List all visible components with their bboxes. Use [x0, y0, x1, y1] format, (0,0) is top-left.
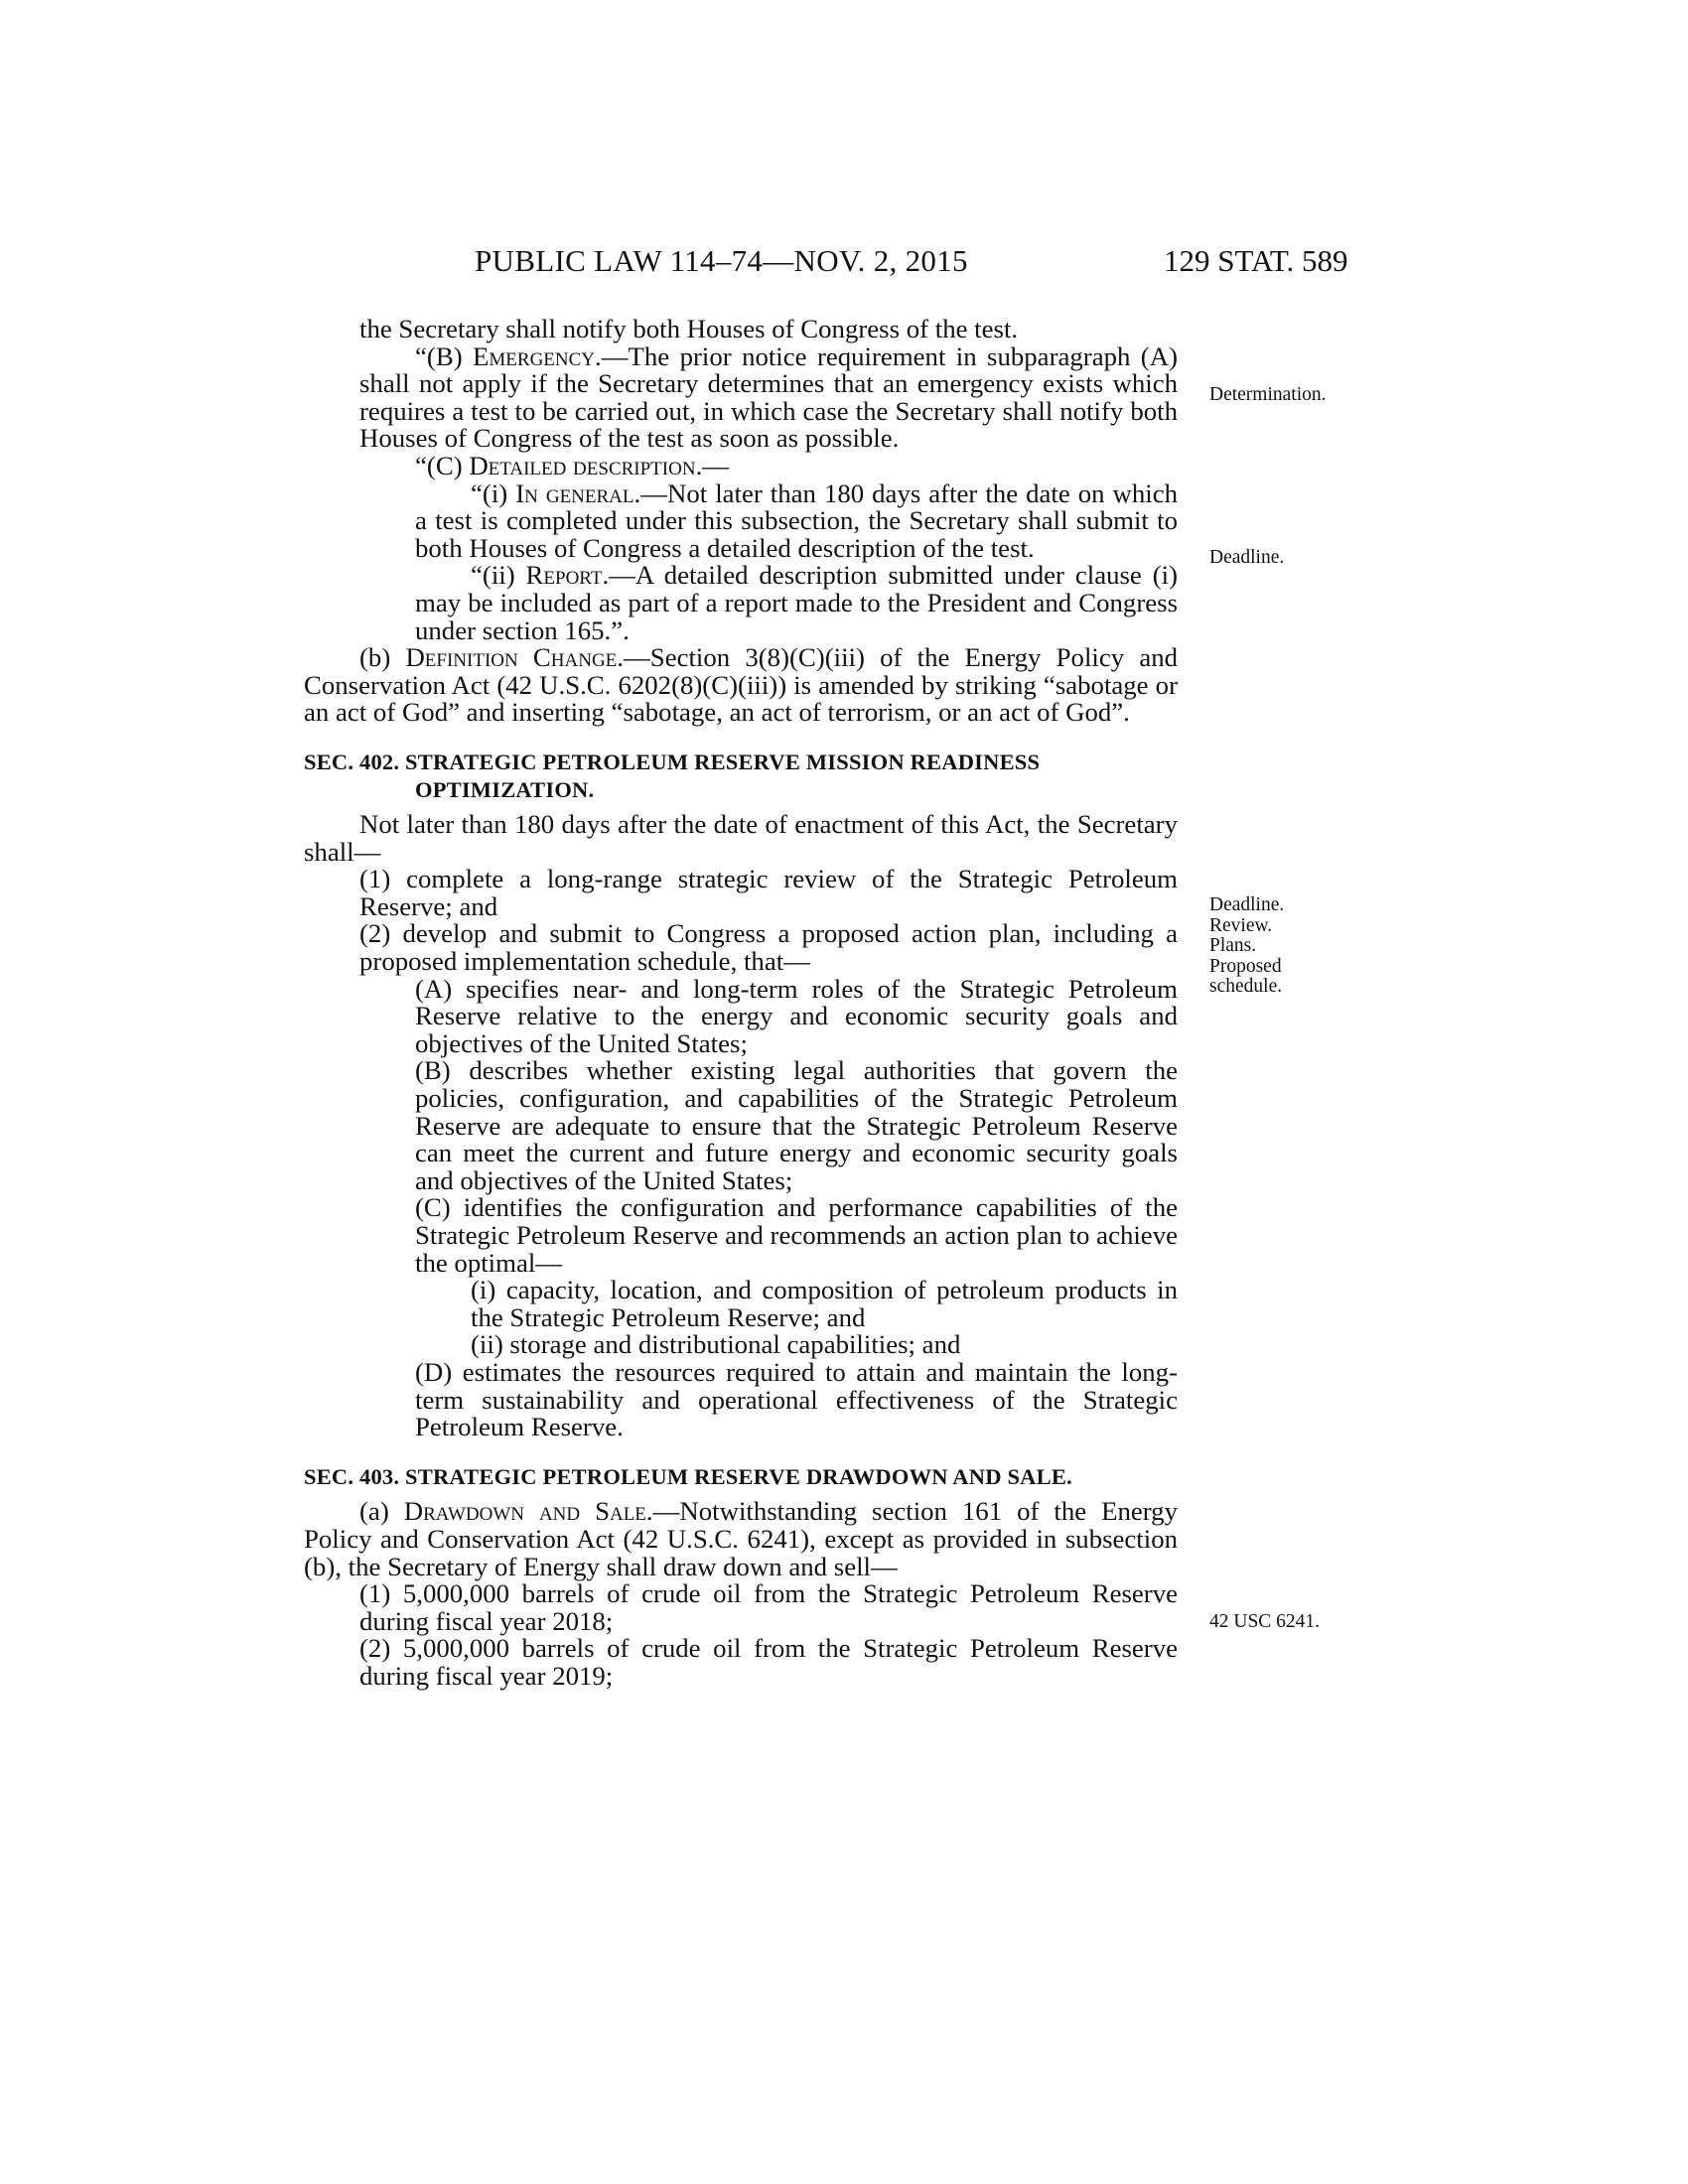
paragraph-heading: Definition Change: [405, 642, 618, 673]
running-header-title: PUBLIC LAW 114–74—NOV. 2, 2015: [475, 243, 968, 278]
list-item: (1) 5,000,000 barrels of crude oil from the Strategic Petroleum Reserve during fiscal year 2018;: [359, 1578, 1178, 1636]
margin-note: Review.: [1209, 914, 1273, 936]
list-item: (1) complete a long-range strategic review of the Strategic Petroleum Reserve; and: [359, 864, 1178, 921]
section-403-heading: SEC. 403. STRATEGIC PETROLEUM RESERVE DRAWDOWN AND SALE.: [304, 1463, 1072, 1489]
paragraph-heading: In general: [515, 478, 634, 508]
margin-note: Deadline.: [1209, 894, 1285, 915]
margin-notes-sec-402: [1209, 895, 1284, 998]
document-body: [304, 316, 1178, 1691]
margin-note-determination: Determination.: [1209, 384, 1327, 405]
paragraph-emergency: “(B) Emergency.—The prior notice requirement in subparagraph (A) shall not apply if the Secretary determines that an emergency exists which requires a test to be carried out, in which case the Secretary shall notify both Houses of Congress of the test as soon as possible.: [359, 341, 1178, 454]
paragraph-definition-change: (b) Definition Change.—Section 3(8)(C)(iii) of the Energy Policy and Conservation Act (42 U.S.C. 6202(8)(C)(iii)) is amended by striking “sabotage or an act of God” and inserting “sabotage, an act of terrorism, or an act of God”.: [304, 642, 1179, 728]
paragraph-heading: Detailed description: [469, 450, 696, 480]
list-item: (2) develop and submit to Congress a proposed action plan, including a proposed implementation schedule, that—: [359, 918, 1178, 977]
page-reference: 129 STAT. 589: [1164, 243, 1348, 278]
list-item: (i) capacity, location, and composition of petroleum products in the Strategic Petroleum Reserve; and: [471, 1275, 1178, 1332]
paragraph: Not later than 180 days after the date of enactment of this Act, the Secretary shall—: [304, 809, 1178, 867]
margin-note: Proposed: [1209, 955, 1282, 977]
paragraph-in-general: “(i) In general.—Not later than 180 days after the date on which a test is completed under this subsection, the Secretary shall submit to both Houses of Congress a detailed description of the test.: [415, 478, 1179, 563]
paragraph-detailed-description: “(C) Detailed description.—: [415, 450, 730, 480]
margin-note-usc: 42 USC 6241.: [1209, 1611, 1321, 1632]
margin-note: schedule.: [1209, 976, 1283, 997]
margin-note-deadline: Deadline.: [1209, 547, 1285, 568]
paragraph-heading: Drawdown and Sale: [403, 1496, 646, 1527]
list-item: (ii) storage and distributional capabilities; and: [471, 1329, 961, 1360]
list-item: (A) specifies near- and long-term roles of the Strategic Petroleum Reserve relative to the energy and economic security goals and objectives of the United States;: [415, 973, 1178, 1058]
paragraph-heading: Emergency: [473, 341, 596, 371]
list-item: (C) identifies the configuration and performance capabilities of the Strategic Petroleum Reserve and recommends an action plan to achieve the optimal—: [415, 1192, 1178, 1278]
margin-note: Plans.: [1209, 935, 1257, 956]
section-402-heading: SEC. 402. STRATEGIC PETROLEUM RESERVE MISSION READINESS OPTIMIZATION.: [304, 749, 1041, 802]
list-item: (2) 5,000,000 barrels of crude oil from the Strategic Petroleum Reserve during fiscal year 2019;: [359, 1633, 1178, 1691]
paragraph-report: “(ii) Report.—A detailed description submitted under clause (i) may be included as part of a report made to the President and Congress under section 165.”.: [415, 560, 1178, 645]
paragraph-heading: Report: [525, 560, 603, 591]
list-item: (D) estimates the resources required to attain and maintain the long-term sustainability and operational effectiveness of the Strategic Petroleum Reserve.: [415, 1356, 1178, 1442]
list-item: (B) describes whether existing legal authorities that govern the policies, configuration, and capabilities of the Strategic Petroleum Reserve are adequate to ensure that the Strategic Petroleum Reserve can meet the current and future energy and economic security goals and objectives of the United States;: [415, 1055, 1178, 1195]
paragraph-drawdown-and-sale: (a) Drawdown and Sale.—Notwithstanding section 161 of the Energy Policy and Conservation Act (42 U.S.C. 6241), except as provided in subsection (b), the Secretary of Energy shall draw down and sell—: [304, 1496, 1178, 1581]
paragraph: the Secretary shall notify both Houses of Congress of the test.: [359, 314, 1019, 343]
